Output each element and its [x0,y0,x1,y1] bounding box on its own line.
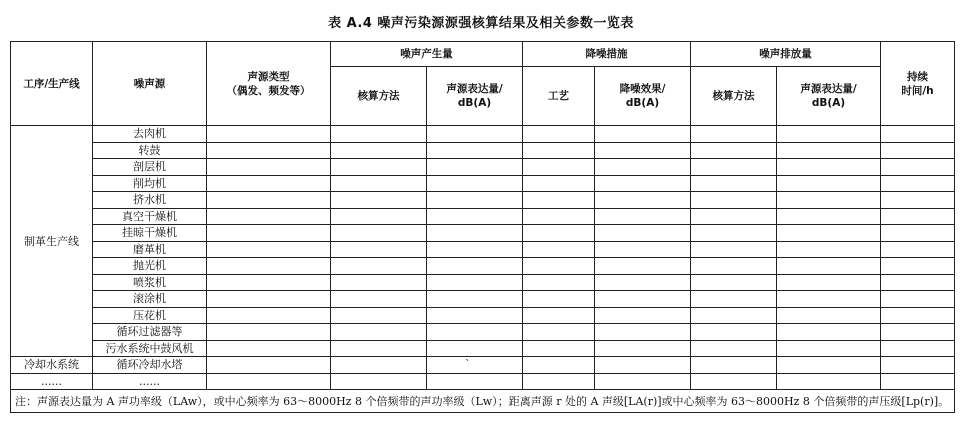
data-cell [881,142,955,159]
data-cell [207,357,331,374]
data-cell [691,208,777,225]
data-cell [331,159,427,176]
data-cell [595,142,691,159]
header-source-level [427,67,523,126]
data-cell [777,192,881,209]
data-cell [331,241,427,258]
data-cell [331,258,427,275]
source-cell: 剖层机 [93,159,207,176]
data-cell [595,175,691,192]
data-cell [523,208,595,225]
data-cell [595,241,691,258]
header-effect [595,67,691,126]
source-cell: 污水系统中鼓风机 [93,340,207,357]
data-cell [427,241,523,258]
data-cell [427,208,523,225]
header-effect-line2: dB(A) [625,97,660,109]
data-cell [881,175,955,192]
data-cell [427,225,523,242]
data-cell [691,274,777,291]
header-source-type-line2: （偶发、频发等） [226,84,311,97]
header-calc-method-2: 核算方法 [691,67,777,126]
data-cell [881,258,955,275]
data-cell [881,357,955,374]
data-cell [523,340,595,357]
data-cell [777,175,881,192]
data-cell [331,373,427,390]
header-process: 工艺 [523,67,595,126]
data-cell [427,274,523,291]
data-cell [881,241,955,258]
table-row [11,357,955,374]
data-cell [331,340,427,357]
source-cell: ...... [93,373,207,390]
data-cell [595,159,691,176]
data-cell [207,225,331,242]
data-cell [207,373,331,390]
data-cell [331,142,427,159]
table-row [11,208,955,225]
table-row [11,373,955,390]
data-cell [427,126,523,143]
table-row [11,192,955,209]
data-cell [881,324,955,341]
stray-mark: ` [427,357,523,374]
data-cell [523,142,595,159]
data-cell [523,291,595,308]
data-cell [427,324,523,341]
table-row [11,324,955,341]
data-cell [331,126,427,143]
data-cell [523,175,595,192]
data-cell [595,324,691,341]
data-cell [523,307,595,324]
data-cell [691,291,777,308]
header-effect-line1: 降噪效果/ [619,83,666,95]
source-cell: 循环冷却水塔 [93,357,207,374]
data-cell [523,192,595,209]
table-row [11,340,955,357]
header-source-level-line2: dB(A) [457,97,492,109]
table-row [11,175,955,192]
source-cell: 循环过滤器等 [93,324,207,341]
data-cell [331,175,427,192]
source-cell: 转鼓 [93,142,207,159]
table-row [11,241,955,258]
header-emission-level [777,67,881,126]
data-cell [881,126,955,143]
table-title: 表 A.4 噪声污染源源强核算结果及相关参数一览表 [328,16,634,31]
header-emission: 噪声排放量 [691,42,881,67]
data-cell [777,142,881,159]
data-cell [207,324,331,341]
data-cell [691,373,777,390]
data-cell [331,324,427,341]
data-cell [595,192,691,209]
source-cell: 滚涂机 [93,291,207,308]
header-emission-level-line2: dB(A) [811,97,846,109]
data-cell [881,225,955,242]
data-cell [427,142,523,159]
data-cell [207,208,331,225]
data-cell [691,241,777,258]
header-duration-line2: 时间/h [901,84,934,97]
table-row [11,159,955,176]
source-cell: 挂晾干燥机 [93,225,207,242]
data-cell [777,340,881,357]
source-cell: 喷浆机 [93,274,207,291]
data-cell [523,258,595,275]
data-cell [207,307,331,324]
data-cell [595,126,691,143]
header-duration-line1: 持续 [907,70,928,83]
header-duration [881,42,955,126]
data-cell [777,241,881,258]
data-cell [331,225,427,242]
data-cell [427,192,523,209]
data-cell [523,324,595,341]
data-cell [331,208,427,225]
data-cell [777,357,881,374]
header-noise-source: 噪声源 [93,42,207,126]
source-cell: 挤水机 [93,192,207,209]
data-cell [777,159,881,176]
data-cell [207,192,331,209]
data-cell [331,307,427,324]
header-calc-method: 核算方法 [331,67,427,126]
data-cell [691,192,777,209]
data-cell [881,340,955,357]
noise-source-table [10,41,955,413]
data-cell [207,340,331,357]
data-cell [691,324,777,341]
data-cell [595,274,691,291]
header-measures: 降噪措施 [523,42,691,67]
header-emission-level-line1: 声源表达量/ [800,83,857,95]
group-label-cooling: 冷却水系统 [11,357,93,374]
data-cell [331,192,427,209]
header-source-type [207,42,331,126]
data-cell [691,126,777,143]
data-cell [523,241,595,258]
data-cell [207,258,331,275]
data-cell [881,192,955,209]
source-cell: 压花机 [93,307,207,324]
source-cell: 削均机 [93,175,207,192]
data-cell [691,175,777,192]
data-cell [881,159,955,176]
data-cell [207,274,331,291]
data-cell [207,175,331,192]
data-cell [427,258,523,275]
data-cell [207,241,331,258]
data-cell [691,142,777,159]
data-cell [427,307,523,324]
table-row [11,307,955,324]
data-cell [595,291,691,308]
data-cell [523,357,595,374]
data-cell [881,291,955,308]
table-row [11,142,955,159]
data-cell [777,126,881,143]
data-cell [207,126,331,143]
data-cell [881,274,955,291]
source-cell: 抛光机 [93,258,207,275]
data-cell [595,357,691,374]
data-cell [207,142,331,159]
data-cell [523,126,595,143]
data-cell [691,159,777,176]
table-row [11,258,955,275]
data-cell [777,225,881,242]
data-cell [207,291,331,308]
header-generation: 噪声产生量 [331,42,523,67]
data-cell [427,291,523,308]
group-label-tannery: 制革生产线 [11,126,93,357]
data-cell [777,324,881,341]
table-note: 注：声源表达量为 A 声功率级（LAw），或中心频率为 63～8000Hz 8 个倍频带的声功率级（Lw）；距离声源 r 处的 A 声级[LA(r)]或中心频率为 63～8000Hz 8 个倍频带的声压级[Lp(r)]。 [11,390,955,413]
data-cell [427,373,523,390]
data-cell [595,307,691,324]
data-cell [881,307,955,324]
data-cell [523,373,595,390]
data-cell [777,373,881,390]
data-cell [427,340,523,357]
data-cell [595,373,691,390]
data-cell [331,291,427,308]
table-body [11,126,955,357]
data-cell [777,274,881,291]
source-cell: 真空干燥机 [93,208,207,225]
data-cell [777,291,881,308]
data-cell [691,307,777,324]
data-cell [595,340,691,357]
data-cell [777,258,881,275]
data-cell [691,225,777,242]
data-cell [691,357,777,374]
data-cell [595,225,691,242]
data-cell [331,357,427,374]
data-cell [331,274,427,291]
table-row [11,126,955,143]
data-cell [881,373,955,390]
data-cell [523,274,595,291]
source-cell: 磨革机 [93,241,207,258]
data-cell [777,307,881,324]
header-process-line: 工序/生产线 [11,42,93,126]
data-cell [595,208,691,225]
header-source-type-line1: 声源类型 [247,70,290,83]
group-label-ellipsis: ...... [11,373,93,390]
data-cell [427,175,523,192]
source-cell: 去肉机 [93,126,207,143]
table-row [11,225,955,242]
header-source-level-line1: 声源表达量/ [446,83,503,95]
table-row [11,291,955,308]
data-cell [207,159,331,176]
data-cell [691,258,777,275]
data-cell [523,159,595,176]
data-cell [881,208,955,225]
data-cell [427,159,523,176]
data-cell [777,208,881,225]
data-cell [595,258,691,275]
table-row [11,274,955,291]
data-cell [523,225,595,242]
data-cell [691,340,777,357]
